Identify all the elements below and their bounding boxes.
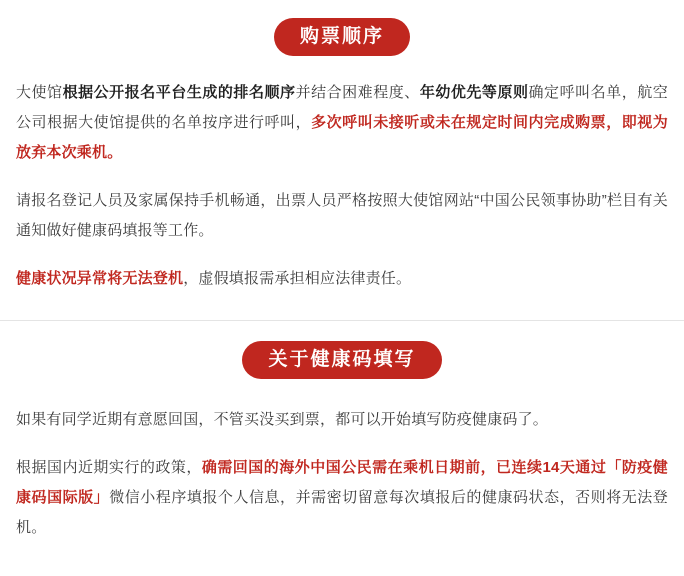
spacer xyxy=(0,379,684,405)
paragraph-purchase-order-3 xyxy=(16,264,668,294)
section-body-health-code xyxy=(0,405,684,543)
section-body-purchase-order xyxy=(0,78,684,294)
spacer xyxy=(16,246,668,264)
text-run: 微信小程序填报个人信息，并需密切留意每次填报后的健康码状态，否则将无法登机。 xyxy=(16,489,668,536)
paragraph-health-code-1 xyxy=(16,405,668,435)
spacer xyxy=(0,56,684,78)
spacer xyxy=(0,321,684,341)
text-run-bold: 根据公开报名平台生成的排名顺序 xyxy=(62,84,296,101)
text-run: 大使馆 xyxy=(16,84,63,101)
text-run: 如果有同学近期有意愿回国，不管买没买到票，都可以开始填写防疫健康码了。 xyxy=(16,411,549,428)
spacer xyxy=(0,294,684,320)
spacer xyxy=(16,168,668,186)
text-run: 确定呼叫名单，航空公司根据大使馆提供的名单按序进行呼叫， xyxy=(16,84,668,131)
top-spacer xyxy=(0,0,684,18)
text-run: 并结合困难程度、 xyxy=(295,84,420,101)
text-run: 根据国内近期实行的政策， xyxy=(16,459,202,476)
text-run-bold: 年幼优先等原则 xyxy=(419,84,529,101)
section-heading-health-code xyxy=(0,341,684,379)
section-heading-purchase-order xyxy=(0,18,684,56)
paragraph-purchase-order-1 xyxy=(16,78,668,168)
text-run: ，虚假填报需承担相应法律责任。 xyxy=(183,270,412,287)
text-run-highlight: 健康状况异常将无法登机 xyxy=(16,270,184,287)
paragraph-purchase-order-2 xyxy=(16,186,668,246)
paragraph-health-code-2 xyxy=(16,453,668,543)
text-run-highlight: 多次呼叫未接听或未在规定时间内完成购票，即视为放弃本次乘机。 xyxy=(16,114,668,161)
text-run: 请报名登记人员及家属保持手机畅通，出票人员严格按照大使馆网站“中国公民领事协助”栏目有关通知做好健康码填报等工作。 xyxy=(16,192,668,239)
spacer xyxy=(16,435,668,453)
section-heading-pill: 关于健康码填写 xyxy=(242,341,441,379)
section-heading-pill: 购票顺序 xyxy=(274,18,410,56)
text-run-highlight: 确需回国的海外中国公民需在乘机日期前，已连续14天通过「防疫健康码国际版」 xyxy=(16,459,668,506)
